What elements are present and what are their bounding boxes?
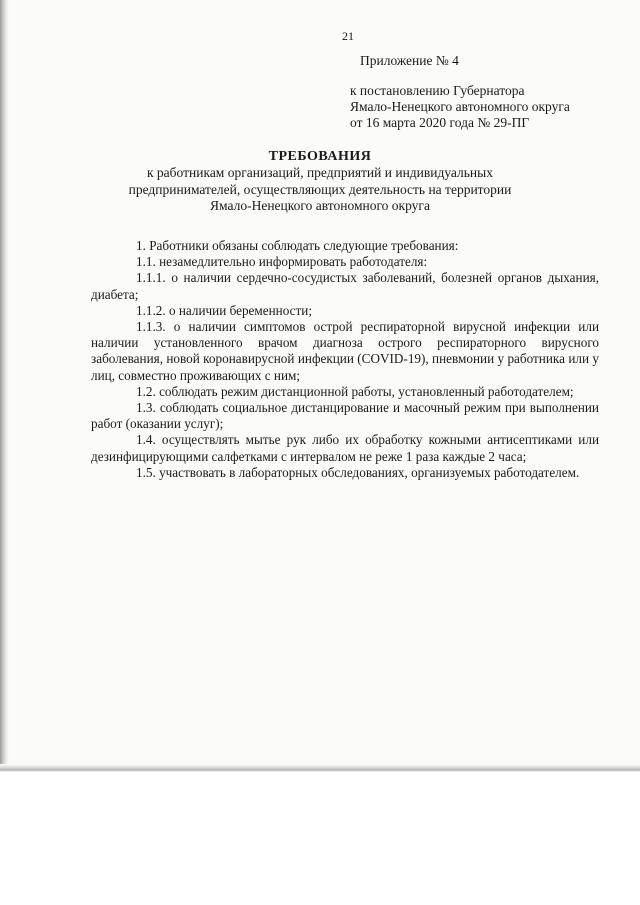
scan-shadow-left	[0, 0, 9, 770]
appendix-reference-line: от 16 марта 2020 года № 29-ПГ	[350, 115, 530, 130]
paragraph-1-1-3: 1.1.3. о наличии симптомов острой респираторной вирусной инфекции или наличии установленного врачом диагноза острого респираторного вирусного заболевания, новой коронавирусной инфекции (COVID-19), пневмонии у работника или у лиц, совместно проживающих с ним;	[91, 319, 599, 383]
paragraph-1-5: 1.5. участвовать в лабораторных обследованиях, организуемых работодателем.	[136, 464, 580, 480]
document-subtitle	[120, 165, 520, 215]
appendix-reference-line: Ямало-Ненецкого автономного округа	[350, 99, 570, 114]
paragraph-1-1-1: 1.1.1. о наличии сердечно-сосудистых заболеваний, болезней органов дыхания, диабета;	[91, 270, 599, 302]
subtitle-line: Ямало-Ненецкого автономного округа	[210, 198, 430, 213]
page-number: 21	[342, 29, 354, 43]
appendix-reference	[350, 83, 570, 131]
requirements-body	[91, 238, 599, 481]
subtitle-line: предпринимателей, осуществляющих деятельность на территории	[128, 181, 512, 197]
scan-shadow-bottom	[0, 764, 640, 772]
paragraph-1-3: 1.3. соблюдать социальное дистанцирование и масочный режим при выполнении работ (оказании услуг);	[91, 400, 599, 432]
document-title: ТРЕБОВАНИЯ	[268, 149, 372, 164]
subtitle-line: к работникам организаций, предприятий и индивидуальных	[147, 165, 493, 180]
appendix-reference-line: к постановлению Губернатора	[350, 83, 525, 98]
paragraph-1: 1. Работники обязаны соблюдать следующие требования:	[136, 238, 459, 253]
appendix-label: Приложение № 4	[360, 53, 459, 68]
paragraph-1-1: 1.1. незамедлительно информировать работодателя:	[136, 254, 428, 270]
paragraph-1-2: 1.2. соблюдать режим дистанционной работы, установленный работодателем;	[136, 383, 574, 399]
paragraph-1-4: 1.4. осуществлять мытье рук либо их обработку кожными антисептиками или дезинфицирующими салфетками с интервалом не реже 1 раза каждые 2 часа;	[91, 432, 599, 464]
paragraph-1-1-2: 1.1.2. о наличии беременности;	[136, 302, 312, 318]
